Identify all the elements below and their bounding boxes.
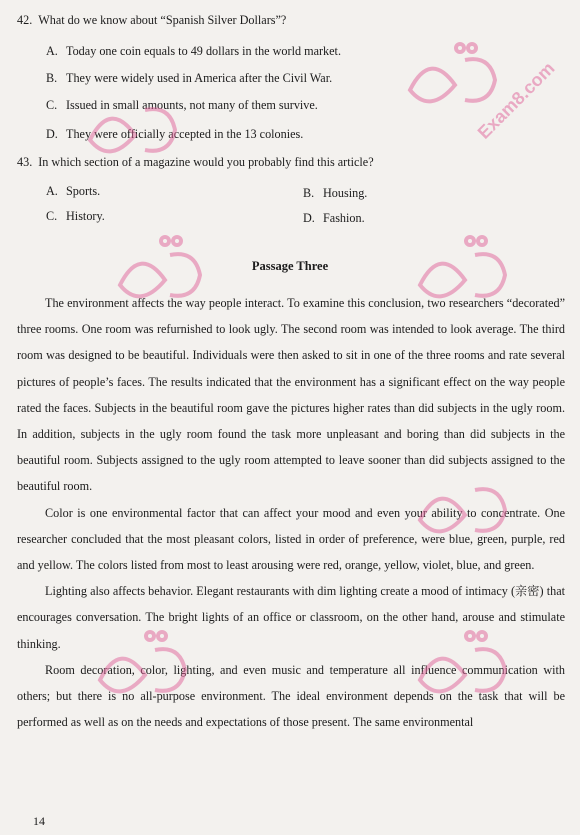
question-42-option-b[interactable] bbox=[46, 71, 332, 85]
option-letter: D. bbox=[46, 127, 58, 141]
option-text: They were officially accepted in the 13 colonies. bbox=[66, 127, 304, 141]
option-text: Fashion. bbox=[323, 211, 365, 225]
option-letter: C. bbox=[46, 98, 58, 112]
question-43-option-b[interactable] bbox=[303, 186, 367, 200]
question-43-number: 43. bbox=[17, 155, 33, 169]
passage-paragraph: Color is one environmental factor that can affect your mood and even your ability to concentrate. One researcher concluded that the most pleasant colors, listed in order of preference, were blue, green, purple, red and yellow. The colors listed from most to least arousing were red, orange, yellow, violet, blue, and green. bbox=[17, 505, 565, 573]
question-43-option-d[interactable] bbox=[303, 211, 365, 225]
option-letter: B. bbox=[46, 71, 58, 85]
question-43-option-c[interactable] bbox=[46, 209, 105, 223]
question-42-option-d[interactable] bbox=[46, 127, 303, 141]
option-text: Today one coin equals to 49 dollars in the world market. bbox=[66, 44, 341, 58]
question-42-number: 42. bbox=[17, 13, 33, 27]
option-text: They were widely used in America after the Civil War. bbox=[66, 71, 333, 85]
option-letter: D. bbox=[303, 211, 315, 225]
page-number: 14 bbox=[33, 814, 45, 828]
option-letter: A. bbox=[46, 44, 58, 58]
question-43-text: In which section of a magazine would you probably find this article? bbox=[38, 155, 374, 169]
watermark-text: Exam8.com bbox=[473, 57, 559, 143]
option-text: Housing. bbox=[323, 186, 368, 200]
passage-paragraph: The environment affects the way people interact. To examine this conclusion, two researchers “decorated” three rooms. One room was refurnished to look ugly. The second room was intended to look average. The third room was designed to be beautiful. Individuals were then asked to sit in one of the three rooms and rate several pictures of people’s faces. The results indicated that the environment has a significant effect on the way people rated the faces. Subjects in the beautiful room gave the pictures higher rates than did subjects in the ugly room. In addition, subjects in the ugly room found the task more unpleasant and boring than did subjects in the beautiful room. Subjects assigned to the ugly room attempted to leave sooner than did subjects assigned to the beautiful room. bbox=[17, 296, 565, 494]
passage-paragraph: Room decoration, color, lighting, and even music and temperature all influence communication with others; but there is no all-purpose environment. The ideal environment depends on the task that will be performed as well as on the needs and expectations of those present. The same environmental bbox=[17, 662, 565, 730]
passage-body bbox=[17, 290, 565, 735]
option-text: History. bbox=[66, 209, 105, 223]
option-letter: C. bbox=[46, 209, 58, 223]
passage-title: Passage Three bbox=[251, 259, 329, 273]
question-42-option-a[interactable] bbox=[46, 44, 341, 58]
passage-paragraph: Lighting also affects behavior. Elegant restaurants with dim lighting create a mood of intimacy (亲密) that encourages conversation. The bright lights of an office or classroom, on the other hand, arouse and stimulate thinking. bbox=[17, 584, 565, 651]
option-letter: A. bbox=[46, 184, 58, 198]
question-42-stem bbox=[17, 13, 286, 27]
question-43-stem bbox=[17, 155, 374, 169]
watermark-logo-icon bbox=[390, 30, 559, 150]
question-42-text: What do we know about “Spanish Silver Dollars”? bbox=[38, 13, 287, 27]
option-text: Sports. bbox=[66, 184, 101, 198]
question-43-option-a[interactable] bbox=[46, 184, 100, 198]
question-42-option-c[interactable] bbox=[46, 98, 318, 112]
option-letter: B. bbox=[303, 186, 315, 200]
option-text: Issued in small amounts, not many of them survive. bbox=[66, 98, 318, 112]
